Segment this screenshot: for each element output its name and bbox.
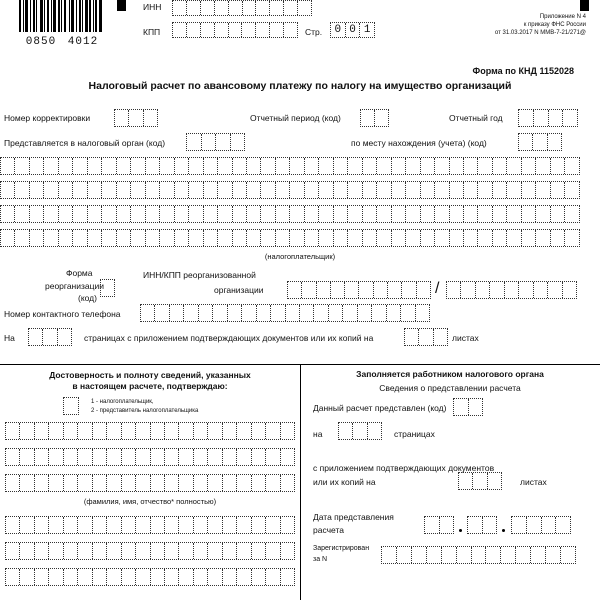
signer-name-row[interactable] [5,422,295,440]
confirmer-type-field[interactable] [63,397,79,415]
date-month-field[interactable] [467,516,497,534]
corner-mark [117,0,126,11]
submitted-code-label: Данный расчет представлен (код) [313,403,447,413]
location-code-field[interactable] [518,133,562,151]
representative-org-row[interactable] [5,568,295,586]
submitted-to-label: Представляется в налоговый орган (код) [4,138,166,148]
page-number-field[interactable]: 0 0 1 [330,22,375,38]
registered-label-2: за N [313,556,328,563]
tax-office-subheading: Сведения о представлении расчета [379,383,521,393]
reporting-year-label: Отчетный год [449,113,503,123]
section-divider [300,364,301,600]
attach-label-2: или их копий на [313,477,376,487]
reorg-slash: / [435,280,440,297]
barcode-number-left: 0850 [25,36,57,48]
date-day-field[interactable] [424,516,454,534]
registered-label-1: Зарегистрирован [313,545,370,552]
office-pages-field[interactable] [338,422,382,440]
name-caption: (фамилия, имя, отчество* полностью) [83,497,217,506]
taxpayer-name-row[interactable] [0,157,580,175]
submitted-code-field[interactable] [453,398,483,416]
sheets-count-field[interactable] [404,328,448,346]
option-representative: 2 - представитель налогоплательщика [91,408,199,414]
date-separator-2 [502,529,505,532]
phone-row[interactable] [140,304,430,322]
kpp-field[interactable] [172,22,298,38]
confirmation-heading-2: в настоящем расчете, подтверждаю: [72,381,228,391]
taxpayer-name-row[interactable] [0,205,580,223]
reorg-inn-field[interactable] [287,281,431,299]
pages-count-field[interactable] [28,328,72,346]
confirmation-heading-1: Достоверность и полноту сведений, указанных [49,370,251,380]
reorg-inn-label-1: ИНН/КПП реорганизованной [143,270,256,280]
date-label-2: расчета [313,525,345,535]
kpp-label: КПП [143,27,161,37]
appendix-line1: Приложение N 4 [539,14,586,20]
reorg-form-field[interactable] [100,279,115,297]
signer-name-row[interactable] [5,474,295,492]
reorg-form-label-1: Форма [66,268,93,278]
barcode-bars [19,0,109,32]
appendix-line2: к приказу ФНС России [523,22,586,28]
form-knd-label: Форма по КНД 1152028 [472,66,574,76]
reporting-period-field[interactable] [360,109,389,127]
location-label: по месту нахождения (учета) (код) [351,138,487,148]
representative-org-row[interactable] [5,542,295,560]
corner-mark-right [580,0,589,11]
option-taxpayer: 1 - налогоплательщик, [91,399,154,405]
date-separator-1 [459,529,462,532]
reorg-form-label-2: реорганизации [45,281,104,291]
office-sheets-label: листах [520,477,547,487]
date-label-1: Дата представления [313,512,394,522]
sheets-label: листах [452,333,479,343]
tax-office-heading: Заполняется работником налогового органа [356,369,544,379]
taxpayer-name-row[interactable] [0,229,580,247]
office-pages-label: страницах [394,429,435,439]
correction-number-label: Номер корректировки [4,113,91,123]
reporting-period-label: Отчетный период (код) [250,113,341,123]
reorg-form-label-3: (код) [78,293,97,303]
attach-label-1: с приложением подтверждающих документов [313,463,495,473]
taxpayer-name-row[interactable] [0,181,580,199]
office-sheets-field[interactable] [458,472,502,490]
pages-text: страницах с приложением подтверждающих документов или их копий на [84,333,374,343]
page-title: Налоговый расчет по авансовому платежу по налогу на имущество организаций [88,80,512,92]
tax-authority-code-field[interactable] [186,133,245,151]
phone-label: Номер контактного телефона [4,309,121,319]
reporting-year-field[interactable] [518,109,578,127]
signer-name-row[interactable] [5,448,295,466]
reorg-inn-label-2: организации [214,285,264,295]
representative-org-row[interactable] [5,516,295,534]
date-year-field[interactable] [511,516,571,534]
page-label: Стр. [305,27,323,37]
correction-number-field[interactable] [114,109,158,127]
on-label: На [4,333,15,343]
reorg-kpp-field[interactable] [446,281,577,299]
on-pages-label: на [313,429,323,439]
barcode-number-right: 4012 [67,36,99,48]
appendix-line3: от 31.03.2017 N ММВ-7-21/271@ [494,30,586,36]
inn-label: ИНН [143,2,162,12]
registration-number-field[interactable] [381,546,576,564]
taxpayer-caption: (налогоплательщик) [264,252,336,261]
inn-field[interactable] [172,0,312,16]
